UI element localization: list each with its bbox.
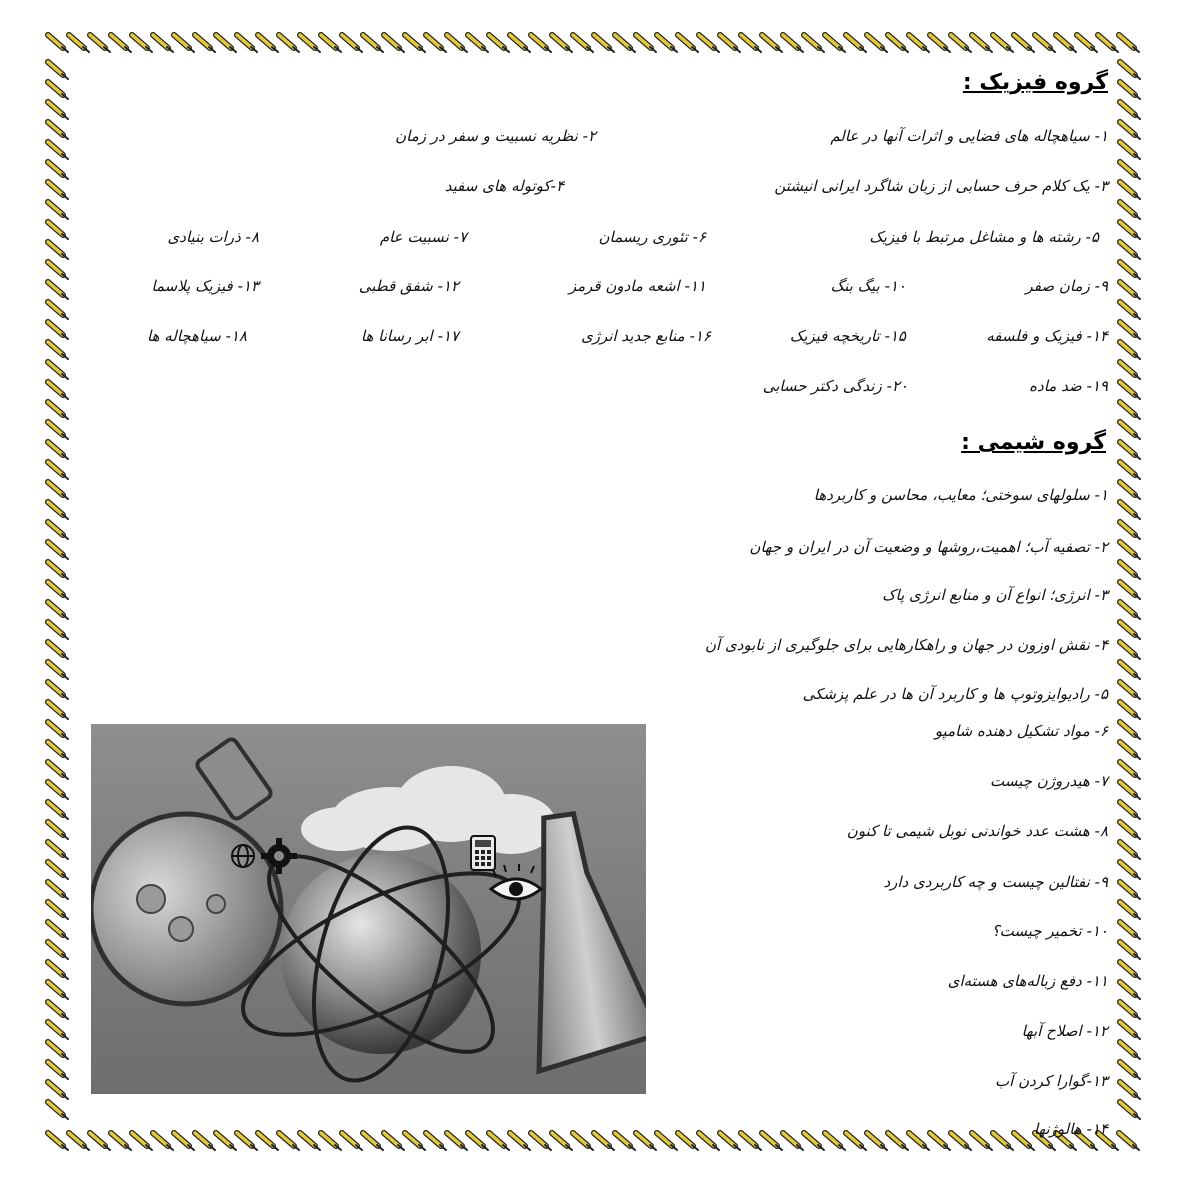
pencil-icon [48,222,68,239]
pencil-icon [48,922,68,939]
chemistry-item-1: ۱- سلولهای سوختی؛ معایب، محاسن و کاربردها [813,486,1108,504]
pencil-icon [1120,462,1140,479]
pencil-icon [216,1133,236,1150]
pencil-icon [615,35,635,52]
pencil-icon [48,1002,68,1019]
pencil-icon [405,35,425,52]
pencil-icon [153,1133,173,1150]
pencil-icon [1120,582,1140,599]
pencil-icon [615,1133,635,1150]
pencil-icon [447,35,467,52]
eye-icon [491,864,541,899]
pencil-icon [531,35,551,52]
pencil-icon [48,182,68,199]
pencil-icon [1120,102,1140,119]
pencil-icon [825,1133,845,1150]
pencil-icon [48,502,68,519]
pencil-icon [594,35,614,52]
pencil-icon [48,342,68,359]
pencil-icon [1120,202,1140,219]
pencil-icon [342,35,362,52]
pencil-icon [384,1133,404,1150]
pencil-icon [1120,62,1140,79]
pencil-icon [48,742,68,759]
pencil-border-left [40,58,80,1128]
pencil-icon [573,35,593,52]
pencil-icon [48,722,68,739]
chemistry-item-5: ۵- رادیوایزوتوپ ها و کاربرد آن ها در علم پزشکی [802,685,1108,703]
pencil-icon [237,1133,257,1150]
pencil-icon [1014,35,1034,52]
pencil-icon [48,122,68,139]
physics-item-13: ۱۳- فیزیک پلاسما [151,277,259,295]
pencil-icon [1120,702,1140,719]
pencil-icon [405,1133,425,1150]
pencil-icon [636,35,656,52]
pencil-icon [48,1102,68,1119]
pencil-icon [552,1133,572,1150]
physics-item-9: ۹- زمان صفر [1025,277,1108,295]
pencil-icon [48,1022,68,1039]
pencil-icon [48,102,68,119]
pencil-icon [69,1133,89,1150]
pencil-icon [489,1133,509,1150]
pencil-icon [90,35,110,52]
calculator-icon [471,836,495,870]
pencil-icon [1120,722,1140,739]
chemistry-item-11: ۱۱- دفع زباله‌های هسته‌ای [947,972,1108,990]
pencil-icon [279,1133,299,1150]
physics-heading: گروه فیزیک : [962,70,1108,95]
pencil-icon [1120,562,1140,579]
physics-item-3: ۳- یک کلام حرف حسابی از زبان شاگرد ایرانی انیشتن [774,177,1108,195]
chemistry-item-10: ۱۰- تخمیر چیست؟ [991,922,1108,940]
chemistry-heading: گروه شیمی : [961,430,1106,455]
pencil-icon [111,35,131,52]
pencil-icon [48,542,68,559]
physics-item-1: ۱- سیاهچاله های فضایی و اثرات آنها در عالم [830,127,1108,145]
pencil-icon [48,162,68,179]
pencil-icon [174,1133,194,1150]
pencil-icon [174,35,194,52]
pencil-icon [48,282,68,299]
physics-item-15: ۱۵- تاریخچه فیزیک [789,327,906,345]
pencil-icon [930,35,950,52]
pencil-icon [363,35,383,52]
chemistry-item-2: ۲- تصفیه آب؛ اهمیت،روشها و وضعیت آن در ایران و جهان [749,538,1108,556]
pencil-icon [1120,502,1140,519]
pencil-icon [363,1133,383,1150]
pencil-icon [888,35,908,52]
pencil-icon [1120,662,1140,679]
pencil-icon [741,35,761,52]
pencil-border-bottom [40,1128,1150,1156]
pencil-icon [48,35,68,52]
pencil-icon [636,1133,656,1150]
pencil-icon [237,35,257,52]
pencil-icon [489,35,509,52]
pencil-icon [48,962,68,979]
pencil-icon [300,1133,320,1150]
pencil-icon [48,1082,68,1099]
pencil-icon [1098,35,1118,52]
pencil-icon [573,1133,593,1150]
pencil-border-top [40,30,1150,58]
pencil-icon [48,362,68,379]
pencil-icon [1120,422,1140,439]
pencil-icon [1120,762,1140,779]
pencil-icon [48,702,68,719]
pencil-icon [48,382,68,399]
pencil-icon [132,1133,152,1150]
physics-item-17: ۱۷- ابر رسانا ها [360,327,459,345]
physics-item-18: ۱۸- سیاهچاله ها [147,327,247,345]
chemistry-item-9: ۹- نفتالین چیست و چه کاربردی دارد [883,873,1108,891]
pencil-icon [678,35,698,52]
pencil-icon [1120,322,1140,339]
pencil-icon [48,142,68,159]
pencil-icon [762,1133,782,1150]
chemistry-item-14: ۱۴- هالوژنها [1033,1120,1108,1138]
physics-item-6: ۶- تئوری ریسمان [598,228,706,246]
pencil-icon [1056,35,1076,52]
pencil-icon [1120,542,1140,559]
pencil-icon [1014,1133,1034,1150]
pencil-icon [699,35,719,52]
pencil-icon [867,1133,887,1150]
chemistry-item-13: ۱۳-گوارا کردن آب [995,1072,1108,1090]
pencil-icon [1120,482,1140,499]
pencil-icon [1120,302,1140,319]
pencil-icon [510,35,530,52]
pencil-icon [951,1133,971,1150]
pencil-icon [972,1133,992,1150]
physics-item-5: ۵- رشته ها و مشاغل مرتبط با فیزیک [869,228,1099,246]
pencil-icon [111,1133,131,1150]
pencil-icon [48,782,68,799]
physics-item-14: ۱۴- فیزیک و فلسفه [986,327,1108,345]
pencil-icon [1120,862,1140,879]
pencil-icon [930,1133,950,1150]
pencil-icon [48,802,68,819]
pencil-icon [1120,902,1140,919]
pencil-icon [384,35,404,52]
chemistry-item-4: ۴- نقش اوزون در جهان و راهکارهایی برای جلوگیری از نابودی آن [705,636,1108,654]
pencil-icon [1120,442,1140,459]
pencil-icon [1120,922,1140,939]
pencil-icon [1120,802,1140,819]
pencil-icon [426,1133,446,1150]
science-illustration [91,724,646,1094]
pencil-icon [69,35,89,52]
pencil-icon [951,35,971,52]
pencil-icon [1120,782,1140,799]
physics-item-19: ۱۹- ضد ماده [1029,377,1108,395]
pencil-icon [1120,242,1140,259]
pencil-icon [1120,982,1140,999]
pencil-icon [258,35,278,52]
pencil-icon [1120,962,1140,979]
pencil-icon [48,202,68,219]
pencil-icon [195,35,215,52]
pencil-icon [48,762,68,779]
pencil-icon [195,1133,215,1150]
pencil-icon [48,322,68,339]
pencil-icon [1120,1062,1140,1079]
pencil-icon [531,1133,551,1150]
pencil-icon [48,1133,68,1150]
pencil-icon [48,482,68,499]
pencil-icon [909,1133,929,1150]
pencil-icon [48,622,68,639]
pencil-icon [447,1133,467,1150]
pencil-icon [1035,35,1055,52]
pencil-icon [426,35,446,52]
pencil-icon [132,35,152,52]
pencil-icon [909,35,929,52]
pencil-icon [48,662,68,679]
flask-icon [91,737,281,1004]
pencil-icon [1120,682,1140,699]
pencil-icon [972,35,992,52]
pencil-icon [1120,1042,1140,1059]
pencil-icon [594,1133,614,1150]
pencil-icon [510,1133,530,1150]
physics-item-11: ۱۱- اشعه مادون قرمز [568,277,706,295]
pencil-icon [1120,1102,1140,1119]
pencil-icon [48,82,68,99]
pencil-icon [48,402,68,419]
pencil-icon [1120,1082,1140,1099]
pencil-icon [1120,362,1140,379]
chemistry-item-7: ۷- هیدروژن چیست [990,772,1108,790]
pencil-icon [657,1133,677,1150]
pencil-icon [342,1133,362,1150]
pencil-icon [1120,142,1140,159]
physics-item-4: ۴-کوتوله های سفید [444,177,564,195]
pencil-icon [48,882,68,899]
pencil-icon [825,35,845,52]
pencil-icon [48,442,68,459]
pencil-icon [48,642,68,659]
pencil-icon [321,35,341,52]
pencil-icon [48,822,68,839]
chemistry-item-12: ۱۲- اصلاح آبها [1021,1022,1108,1040]
pencil-icon [1120,622,1140,639]
pencil-icon [657,35,677,52]
pencil-icon [1120,122,1140,139]
chemistry-item-3: ۳- انرژی؛ انواع آن و منابع انرژی پاک [882,586,1108,604]
pencil-icon [1120,402,1140,419]
pencil-icon [783,35,803,52]
pencil-icon [48,522,68,539]
pencil-icon [48,902,68,919]
pencil-icon [48,602,68,619]
pencil-icon [48,262,68,279]
pencil-icon [1120,822,1140,839]
pencil-icon [300,35,320,52]
pencil-icon [48,942,68,959]
physics-item-8: ۸- ذرات بنیادی [167,228,259,246]
pencil-icon [1120,162,1140,179]
pencil-icon [1120,382,1140,399]
pencil-icon [741,1133,761,1150]
pencil-icon [48,302,68,319]
pencil-icon [1120,342,1140,359]
pencil-icon [993,1133,1013,1150]
pencil-icon [846,1133,866,1150]
pencil-icon [48,982,68,999]
pencil-icon [48,1042,68,1059]
pencil-icon [153,35,173,52]
physics-item-10: ۱۰- بیگ بنگ [830,277,906,295]
pencil-icon [804,35,824,52]
pencil-icon [48,62,68,79]
pencil-icon [762,35,782,52]
pencil-icon [1120,882,1140,899]
pencil-icon [216,35,236,52]
pencil-icon [783,1133,803,1150]
pencil-icon [468,1133,488,1150]
pencil-icon [1120,1002,1140,1019]
pencil-icon [1120,842,1140,859]
pencil-icon [48,862,68,879]
chemistry-item-8: ۸- هشت عدد خواندنی نوبل شیمی تا کنون [846,822,1108,840]
pencil-icon [48,422,68,439]
physics-item-16: ۱۶- منابع جدید انرژی [581,327,711,345]
chemistry-item-6: ۶- مواد تشکیل دهنده شامپو [934,722,1108,740]
pencil-icon [720,1133,740,1150]
pencil-icon [804,1133,824,1150]
pencil-icon [867,35,887,52]
pencil-border-right [1110,58,1150,1128]
pencil-icon [1120,282,1140,299]
physics-item-20: ۲۰- زندگی دکتر حسابی [762,377,908,395]
pencil-icon [846,35,866,52]
pencil-icon [468,35,488,52]
pencil-icon [48,842,68,859]
pencil-icon [1120,262,1140,279]
pencil-icon [993,35,1013,52]
pencil-icon [1120,602,1140,619]
pencil-icon [48,682,68,699]
pencil-icon [1119,35,1139,52]
physics-item-12: ۱۲- شفق قطبی [358,277,459,295]
cloud-icon [301,766,556,854]
pencil-icon [90,1133,110,1150]
pencil-icon [48,562,68,579]
pencil-icon [1120,942,1140,959]
physics-item-2: ۲- نظریه نسبیت و سفر در زمان [395,127,596,145]
pencil-icon [1120,182,1140,199]
pencil-icon [1120,222,1140,239]
pencil-icon [888,1133,908,1150]
pencil-icon [678,1133,698,1150]
pencil-icon [1120,82,1140,99]
pencil-icon [1077,35,1097,52]
pencil-icon [720,35,740,52]
pencil-icon [699,1133,719,1150]
physics-item-7: ۷- نسبیت عام [379,228,467,246]
pencil-icon [279,35,299,52]
pencil-icon [48,582,68,599]
pencil-icon [258,1133,278,1150]
pencil-icon [1119,1133,1139,1150]
pencil-icon [552,35,572,52]
pencil-icon [48,462,68,479]
pencil-icon [1120,642,1140,659]
pencil-icon [321,1133,341,1150]
pencil-icon [1120,1022,1140,1039]
pencil-icon [48,242,68,259]
pencil-icon [1120,742,1140,759]
pencil-icon [1120,522,1140,539]
pencil-icon [48,1062,68,1079]
